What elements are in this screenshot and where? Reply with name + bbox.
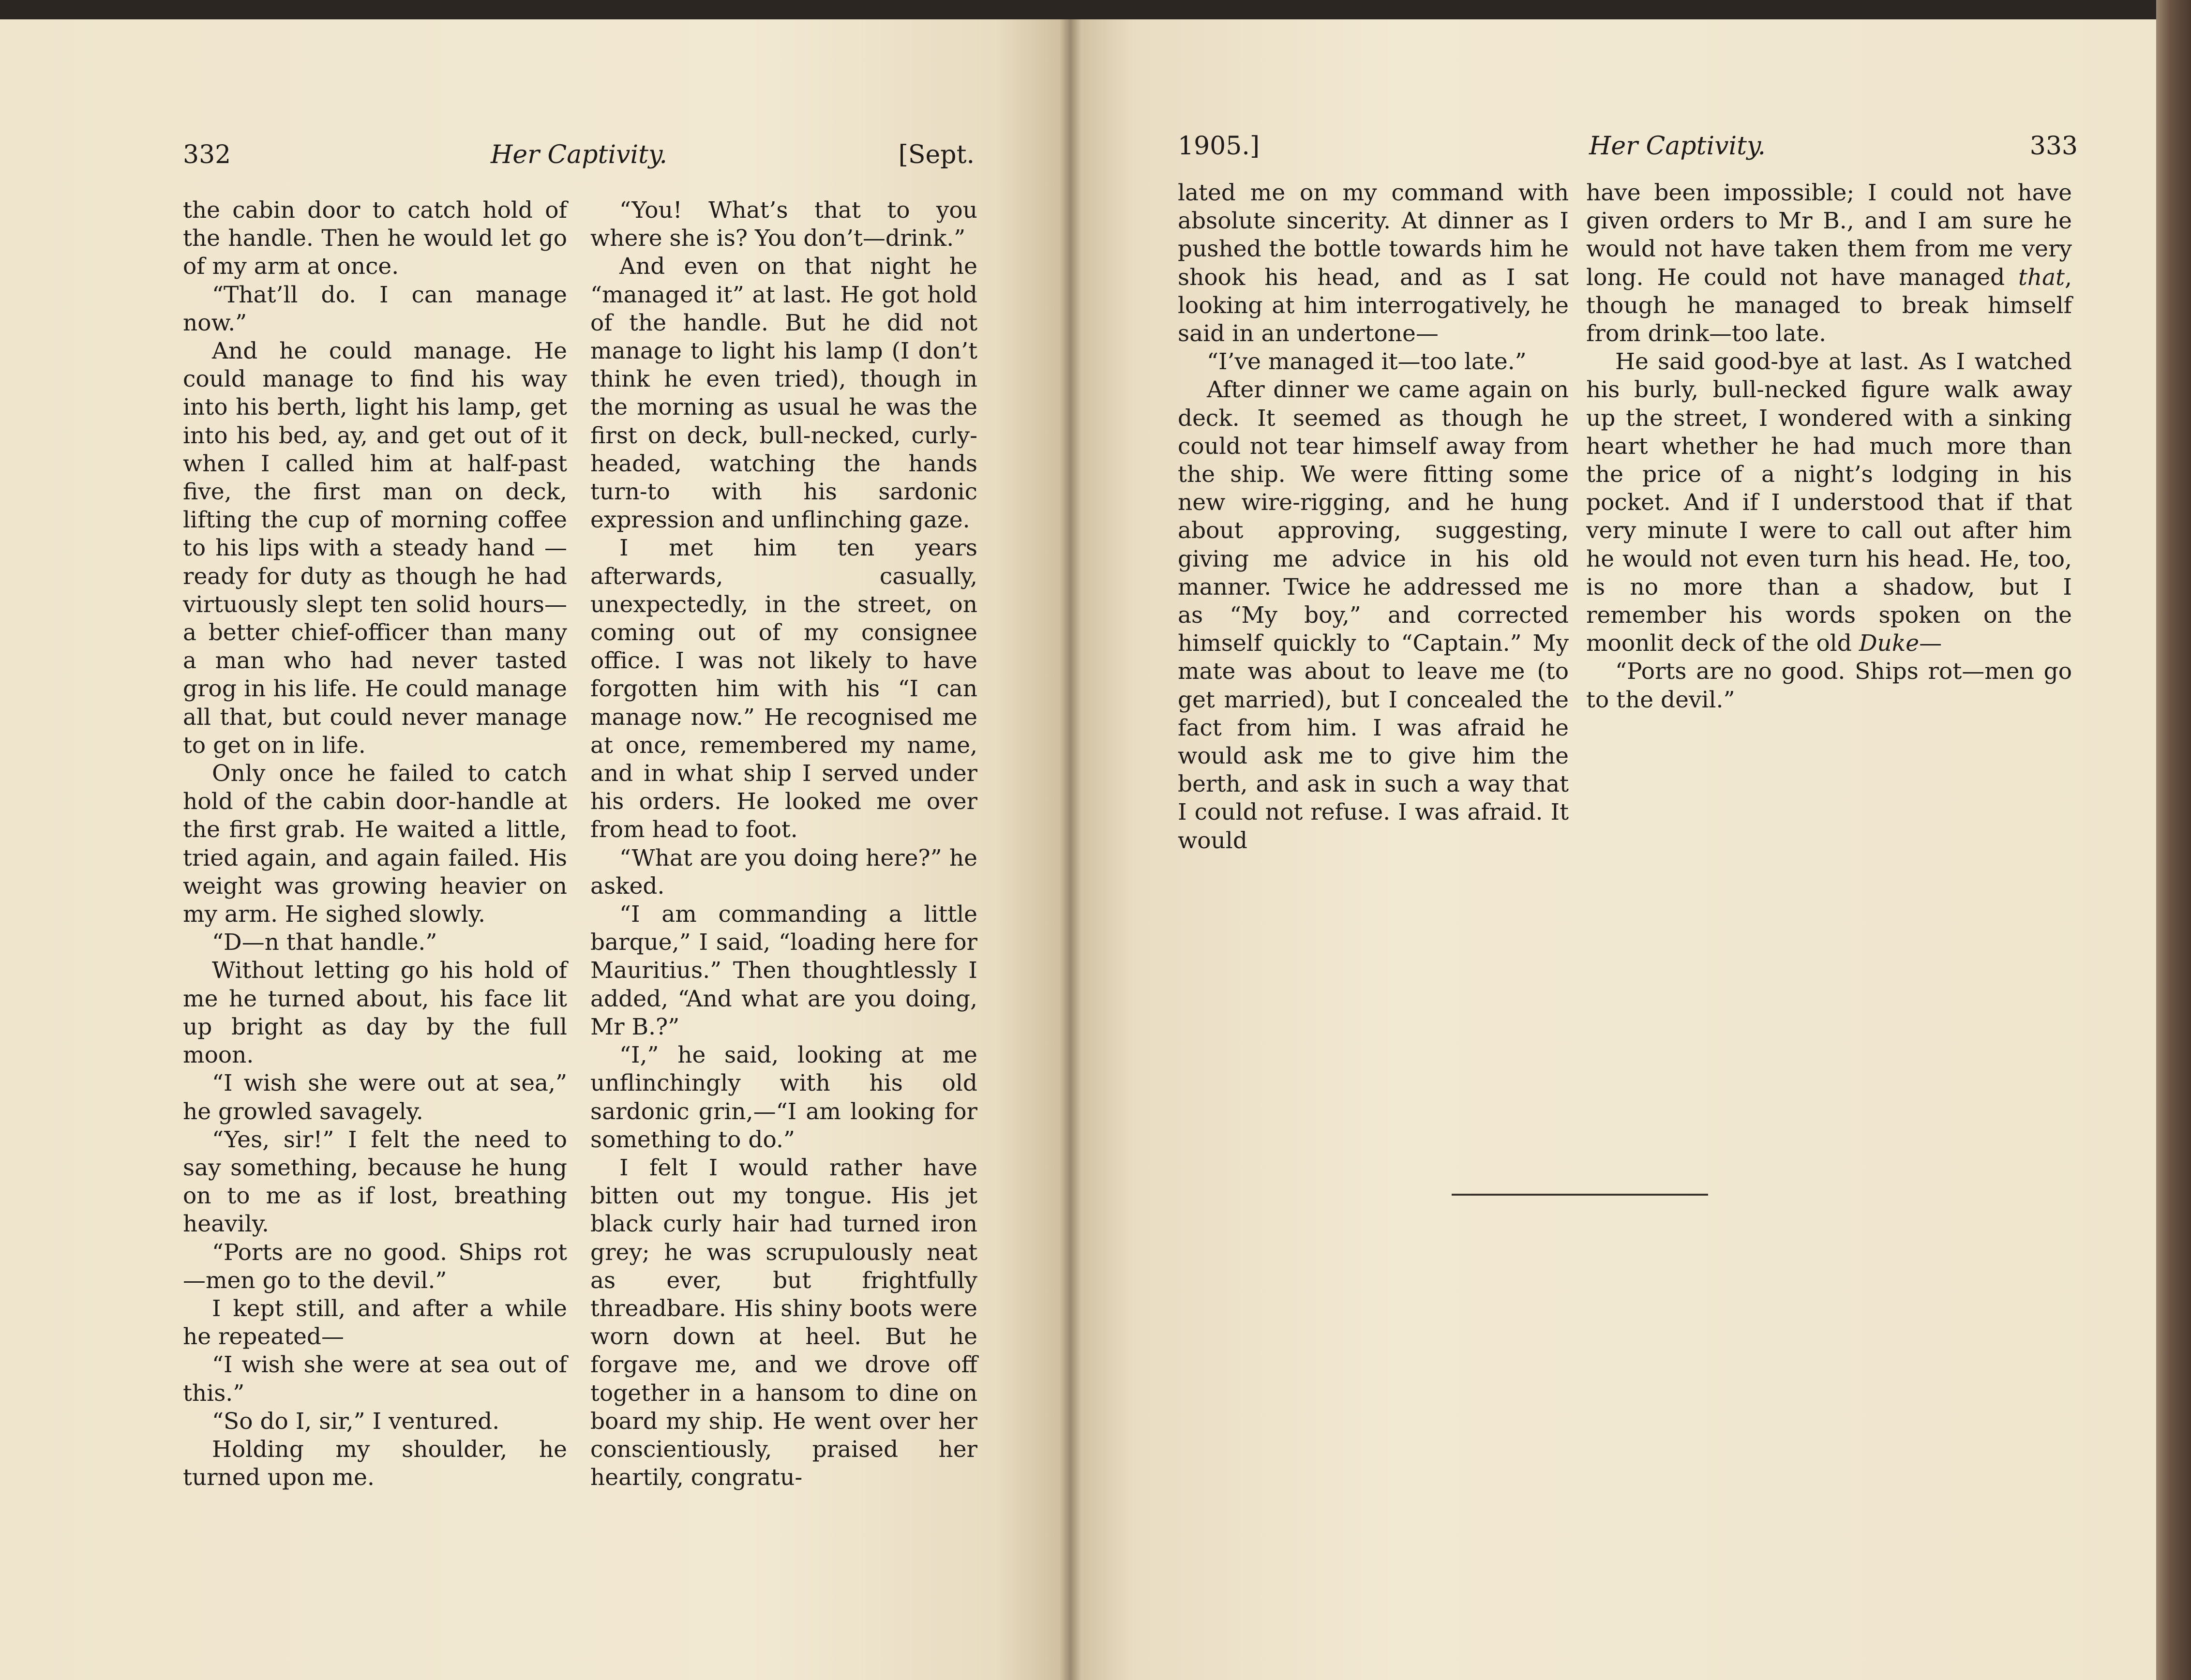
paragraph: lated me on my command with absolute sincerity. At dinner as I pushed the bottle towards him he shook his head, and as I sat looking at him interrogatively, he said in an undertone— [1178,180,1569,347]
right-running-date: 1905.] [1178,132,1260,161]
right-running-title: Her Captivity. [1589,132,1766,161]
paragraph: “I’ve managed it—too late.” [1207,348,1527,375]
right-page-number: 333 [2029,132,2078,161]
paragraph: And he could manage. He could manage to find his way into his berth, light his lamp, get into his bed, ay, and get out of it when I called him at half-past five, the first man on deck, lifting the cup of morning coffee to his lips with a steady hand — ready for duty as though he had virtuously slept ten solid hours—a better chief-officer than many a man who had never tasted grog in his life. He could manage all that, but could never manage to get on in life. [183,338,567,759]
paragraph: “What are you doing here?” he asked. [590,844,977,900]
paragraph: “Ports are no good. Ships rot—men go to the devil.” [183,1239,567,1294]
right-column-1 [1178,179,1569,855]
left-running-title: Her Captivity. [491,140,668,169]
book-gutter [1060,19,1081,1680]
paragraph: Without letting go his hold of me he turned about, his face lit up bright as day by the full moon. [183,957,567,1069]
paragraph: Only once he failed to catch hold of the cabin door-handle at the first grab. He waited a little, tried again, and again failed. His weight was growing heavier on my arm. He sighed slowly. [183,760,567,928]
book-cover-edge [2156,0,2191,1680]
left-page [0,19,1070,1680]
paragraph: I felt I would rather have bitten out my tongue. His jet black curly hair had turned iron grey; he was scrupulously neat as ever, but frightfully threadbare. His shiny boots were worn down at heel. But he forgave me, and we drove off together in a hansom to dine on board my ship. He went over her conscientiously, praised her heartily, congratu- [590,1154,977,1491]
paragraph: the cabin door to catch hold of the handle. Then he would let go of my arm at once. [183,197,567,280]
right-running-header [1178,132,2078,170]
paragraph: “I wish she were out at sea,” he growled savagely. [183,1070,567,1125]
left-page-number: 332 [183,140,231,169]
paragraph: have been impossible; I could not have given orders to Mr B., and I am sure he would not have taken them from me very long. He could not have managed that, though he managed to break himself from drink—too late. [1586,180,2072,347]
right-page [1070,19,2156,1680]
section-end-rule [1452,1194,1708,1196]
left-running-date: [Sept. [898,140,975,169]
paragraph: “You! What’s that to you where she is? You don’t—drink.” [590,197,977,252]
paragraph: “I wish she were at sea out of this.” [183,1351,567,1407]
right-column-2 [1586,179,2072,714]
paragraph: “I,” he said, looking at me unflinchingly with his old sardonic grin,—“I am looking for something to do.” [590,1042,977,1153]
paragraph: After dinner we came again on deck. It seemed as though he could not tear himself away from the ship. We were fitting some new wire-rigging, and he hung about approving, suggesting, giving me advice in his old manner. Twice he addressed me as “My boy,” and corrected himself quickly to “Captain.” My mate was about to leave me (to get married), but I concealed the fact from him. I was afraid he would ask me to give him the berth, and ask in such a way that I could not refuse. I was afraid. It would [1178,376,1569,854]
paragraph: And even on that night he “managed it” at last. He got hold of the handle. But he did not manage to light his lamp (I don’t think he even tried), though in the morning as usual he was the first on deck, bull-necked, curly-headed, watching the hands turn-to with his sardonic expression and unflinching gaze. [590,253,977,534]
left-column-2 [590,196,977,1492]
left-column-1 [183,196,567,1492]
paragraph: “D—n that handle.” [212,929,437,956]
paragraph: He said good-bye at last. As I watched his burly, bull-necked figure walk away up the street, I wondered with a sinking heart whether he had much more than the price of a night’s lodging in his pocket. And if I understood that if that very minute I were to call out after him he would not even turn his head. He, too, is no more than a shadow, but I remember his words spoken on the moonlit deck of the old Duke— [1586,348,2072,657]
paragraph: “That’ll do. I can manage now.” [183,281,567,336]
paragraph: “I am commanding a little barque,” I said, “loading here for Mauritius.” Then thoughtlessly I added, “And what are you doing, Mr B.?” [590,901,977,1040]
paragraph: I kept still, and after a while he repeated— [183,1295,567,1350]
left-running-header [183,140,975,179]
paragraph: Holding my shoulder, he turned upon me. [183,1436,567,1491]
paragraph: “Yes, sir!” I felt the need to say something, because he hung on to me as if lost, breathing heavily. [183,1126,567,1238]
paragraph: “So do I, sir,” I ventured. [212,1408,500,1435]
paragraph: I met him ten years afterwards, casually, unexpectedly, in the street, on coming out of my consignee office. I was not likely to have forgotten him with his “I can manage now.” He recognised me at once, remembered my name, and in what ship I served under his orders. He looked me over from head to foot. [590,535,977,843]
paragraph: “Ports are no good. Ships rot—men go to the devil.” [1586,658,2072,713]
